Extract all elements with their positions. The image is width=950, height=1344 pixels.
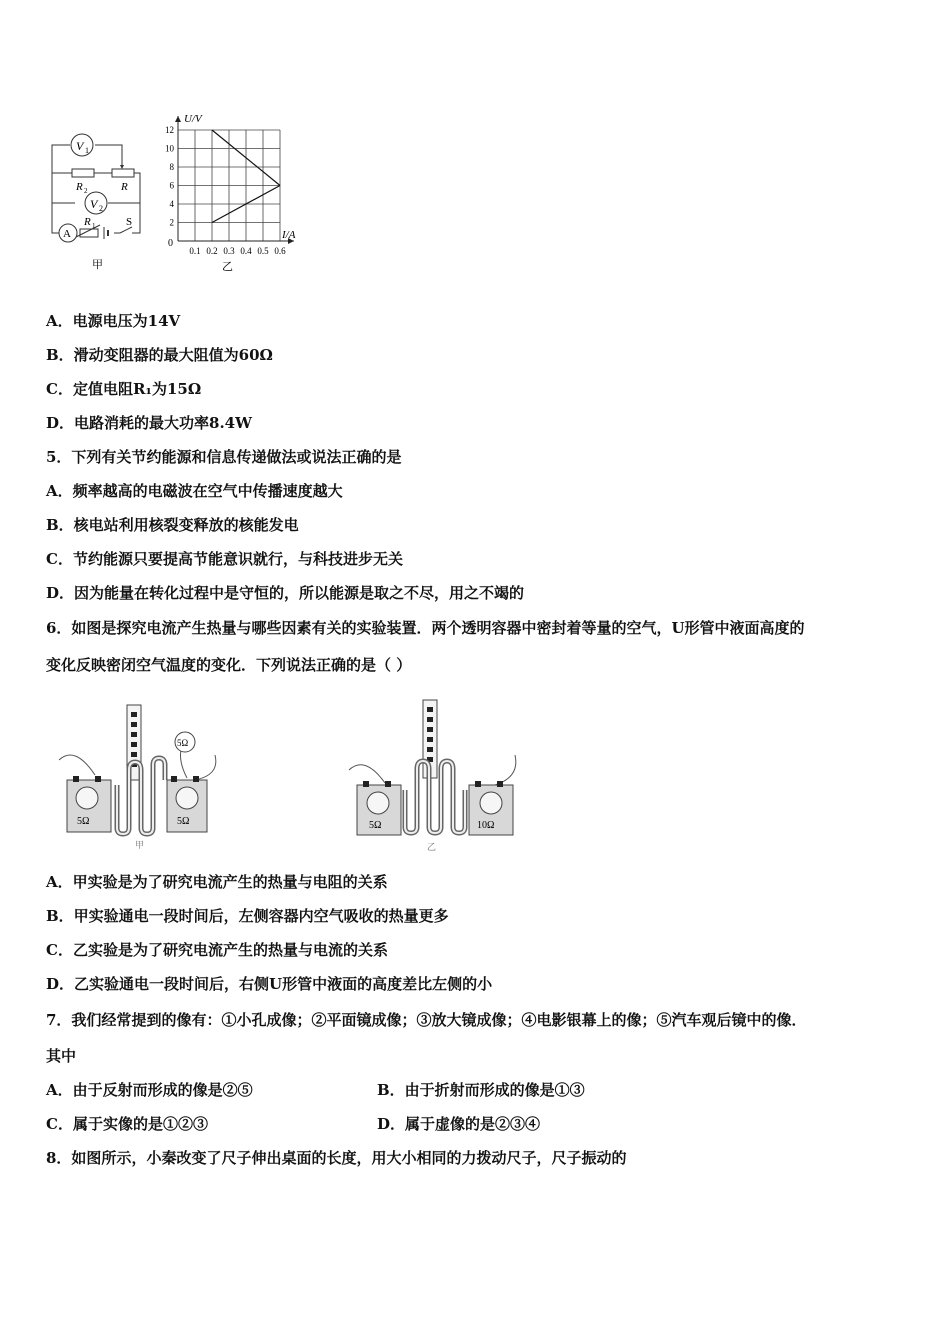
- caption-jia: 甲: [92, 259, 103, 271]
- q8-stem: 8．如图所示，小秦改变了尺子伸出桌面的长度，用大小相同的力拨动尺子，尺子振动的: [46, 1149, 627, 1167]
- y-tick-12: 12: [165, 125, 174, 135]
- caption-jia-apparatus: 甲: [135, 840, 145, 850]
- x-tick-0.2: 0.2: [206, 246, 218, 256]
- q7-option-a: A．由于反射而形成的像是②⑤: [46, 1081, 253, 1099]
- svg-text:V: V: [90, 197, 98, 211]
- x-tick-0.1: 0.1: [189, 246, 201, 256]
- q6-option-a: A．甲实验是为了研究电流产生的热量与电阻的关系: [46, 873, 388, 891]
- apparatus-yi: [345, 695, 525, 855]
- rheostat-r: [112, 165, 134, 193]
- container-left-yi: [357, 781, 401, 835]
- apparatus-jia: [55, 700, 225, 855]
- q4-option-d: D．电路消耗的最大功率8.4W: [46, 414, 252, 432]
- x-axis-label: I/A: [282, 229, 296, 241]
- x-tick-0.5: 0.5: [257, 246, 269, 256]
- x-tick-0.4: 0.4: [240, 246, 252, 256]
- caption-yi: 乙: [222, 261, 233, 273]
- graph-labels: [165, 125, 286, 256]
- q5-stem: 5．下列有关节约能源和信息传递做法或说法正确的是: [46, 448, 402, 466]
- label-yi-left: 5Ω: [369, 820, 382, 831]
- container-right-yi: [469, 781, 513, 835]
- external-resistor: [175, 732, 195, 752]
- svg-text:1: 1: [92, 222, 96, 230]
- q7-stem-line2: 其中: [46, 1047, 77, 1065]
- q6-stem-line2: 变化反映密闭空气温度的变化．下列说法正确的是（ ）: [46, 656, 412, 674]
- q5-option-c: C．节约能源只要提高节能意识就行，与科技进步无关: [46, 550, 403, 568]
- svg-text:R: R: [84, 216, 91, 228]
- y-tick-6: 6: [169, 180, 174, 191]
- caption-yi-apparatus: 乙: [427, 842, 437, 852]
- q4-option-b: B．滑动变阻器的最大阻值为60Ω: [46, 346, 273, 364]
- svg-text:R: R: [76, 181, 83, 193]
- q6-stem-line1: 6．如图是探究电流产生热量与哪些因素有关的实验装置．两个透明容器中密封着等量的空气，U形管中液面高度的: [46, 619, 805, 637]
- q6-option-c: C．乙实验是为了研究电流产生的热量与电流的关系: [46, 941, 388, 959]
- q7-option-d: D．属于虚像的是②③④: [377, 1115, 541, 1133]
- ui-graph: [158, 108, 308, 278]
- q5-option-d: D．因为能量在转化过程中是守恒的，所以能源是取之不尽，用之不竭的: [46, 584, 525, 602]
- container-left-jia: [67, 776, 111, 832]
- label-jia-right: 5Ω: [177, 816, 190, 827]
- label-jia-left: 5Ω: [77, 816, 90, 827]
- svg-text:V: V: [76, 139, 84, 153]
- graph-grid: [178, 130, 280, 241]
- x-tick-0.3: 0.3: [223, 246, 235, 256]
- y-axis-arrow: [175, 116, 181, 122]
- svg-text:2: 2: [84, 187, 88, 195]
- y-tick-2: 2: [169, 217, 174, 228]
- q5-option-a: A．频率越高的电磁波在空气中传播速度越大: [46, 482, 343, 500]
- q6-option-d: D．乙实验通电一段时间后，右侧U形管中液面的高度差比左侧的小: [46, 975, 493, 993]
- voltmeter-v2: [85, 192, 107, 214]
- y-tick-10: 10: [165, 143, 174, 154]
- voltmeter-v1: [71, 134, 93, 156]
- svg-text:S: S: [126, 216, 133, 228]
- svg-text:2: 2: [99, 204, 103, 213]
- q7-option-c: C．属于实像的是①②③: [46, 1115, 208, 1133]
- svg-text:R: R: [121, 181, 128, 193]
- y-tick-4: 4: [169, 199, 174, 209]
- q5-option-b: B．核电站利用核裂变释放的核能发电: [46, 516, 299, 534]
- container-right-jia: [167, 776, 207, 832]
- switch-s: [120, 216, 132, 233]
- y-tick-8: 8: [169, 162, 174, 172]
- y-axis-label: U/V: [184, 113, 202, 125]
- circuit-diagram: [40, 125, 160, 275]
- ammeter: [59, 224, 77, 242]
- q6-option-b: B．甲实验通电一段时间后，左侧容器内空气吸收的热量更多: [46, 907, 449, 925]
- q4-option-a: A．电源电压为14V: [46, 312, 181, 330]
- graph-axes: [175, 116, 294, 244]
- resistor-r2: [72, 169, 94, 195]
- x-tick-0.6: 0.6: [274, 246, 286, 256]
- q4-option-c: C．定值电阻R₁为15Ω: [46, 380, 202, 398]
- battery: [104, 227, 108, 239]
- q7-option-b: B．由于折射而形成的像是①③: [377, 1081, 585, 1099]
- resistor-r1: [76, 216, 100, 237]
- q7-stem: 7．我们经常提到的像有：①小孔成像；②平面镜成像；③放大镜成像；④电影银幕上的像；⑤汽车观后镜中的像．: [46, 1011, 807, 1029]
- label-jia-top: 5Ω: [177, 738, 189, 748]
- svg-text:A: A: [63, 228, 71, 240]
- svg-text:1: 1: [85, 146, 89, 155]
- label-yi-right: 10Ω: [477, 820, 495, 831]
- graph-origin: 0: [168, 238, 173, 249]
